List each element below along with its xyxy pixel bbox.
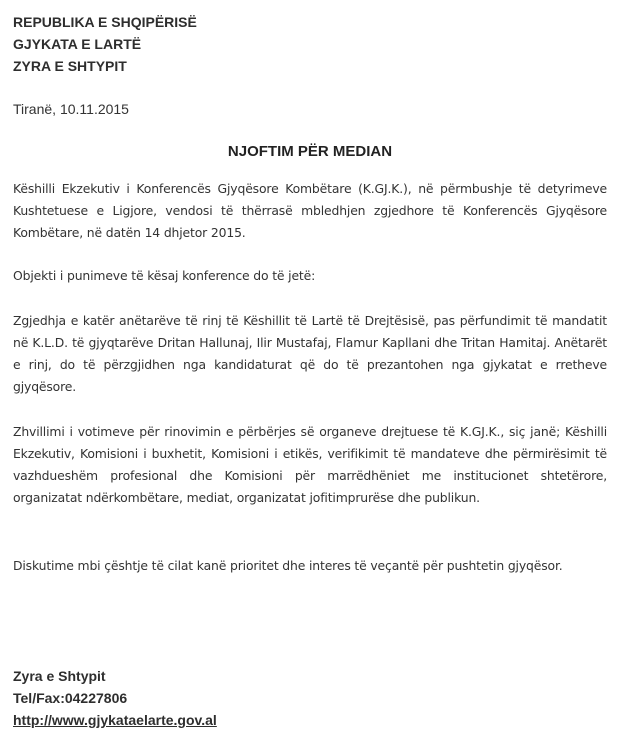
paragraph-intro: Këshilli Ekzekutiv i Konferencës Gjyqësore Kombëtare (K.GJ.K.), në përmbushje të detyrimeve Kushtetuese e Ligjore, vendosi të thërrasë mbledhjen zgjedhore të Konferencës Gjyqësore Kombëtare, në datën 14 dhjetor 2015.	[13, 181, 607, 240]
letterhead-court: GJYKATA E LARTË	[13, 36, 142, 52]
contact-footer	[13, 665, 217, 731]
footer-office: Zyra e Shtypit	[13, 668, 106, 684]
letterhead	[13, 11, 197, 77]
paragraph-agenda-item-3: Diskutime mbi çështje të cilat kanë prioritet dhe interes të veçantë për pushtetin gjyqësor.	[13, 558, 563, 573]
website-link[interactable]: http://www.gjykataelarte.gov.al	[13, 712, 217, 728]
letterhead-office: ZYRA E SHTYPIT	[13, 58, 127, 74]
paragraph-agenda-item-2: Zhvillimi i votimeve për rinovimin e përbërjes së organeve drejtuese të K.GJ.K., siç janë; Këshilli Ekzekutiv, Komisioni i buxhetit, Komisioni i etikës, verifikimit të mandateve dhe përmirësimit të vazhdueshëm profesional dhe Komisioni për marrëdhëniet me institucionet shtetërore, organizatat ndërkombëtare, mediat, organizatat jofitimprurëse dhe publikun.	[13, 424, 607, 505]
paragraph-agenda-item-1: Zgjedhja e katër anëtarëve të rinj të Këshillit të Lartë të Drejtësisë, pas përfundimit të mandatit në K.L.D. të gjyqtarëve Dritan Hallunaj, Ilir Mustafaj, Flamur Kapllani dhe Tritan Hamitaj. Anëtarët e rinj, do të përzgjidhen nga kandidaturat që do të prezantohen nga gjykatat e rretheve gjyqësore.	[13, 313, 607, 394]
letterhead-republic: REPUBLIKA E SHQIPËRISË	[13, 14, 197, 30]
document-date: Tiranë, 10.11.2015	[13, 101, 129, 117]
document-title: NJOFTIM PËR MEDIAN	[227, 143, 393, 160]
footer-telfax: Tel/Fax:04227806	[13, 690, 128, 706]
paragraph-agenda-heading: Objekti i punimeve të kësaj konference do të jetë:	[13, 268, 316, 283]
